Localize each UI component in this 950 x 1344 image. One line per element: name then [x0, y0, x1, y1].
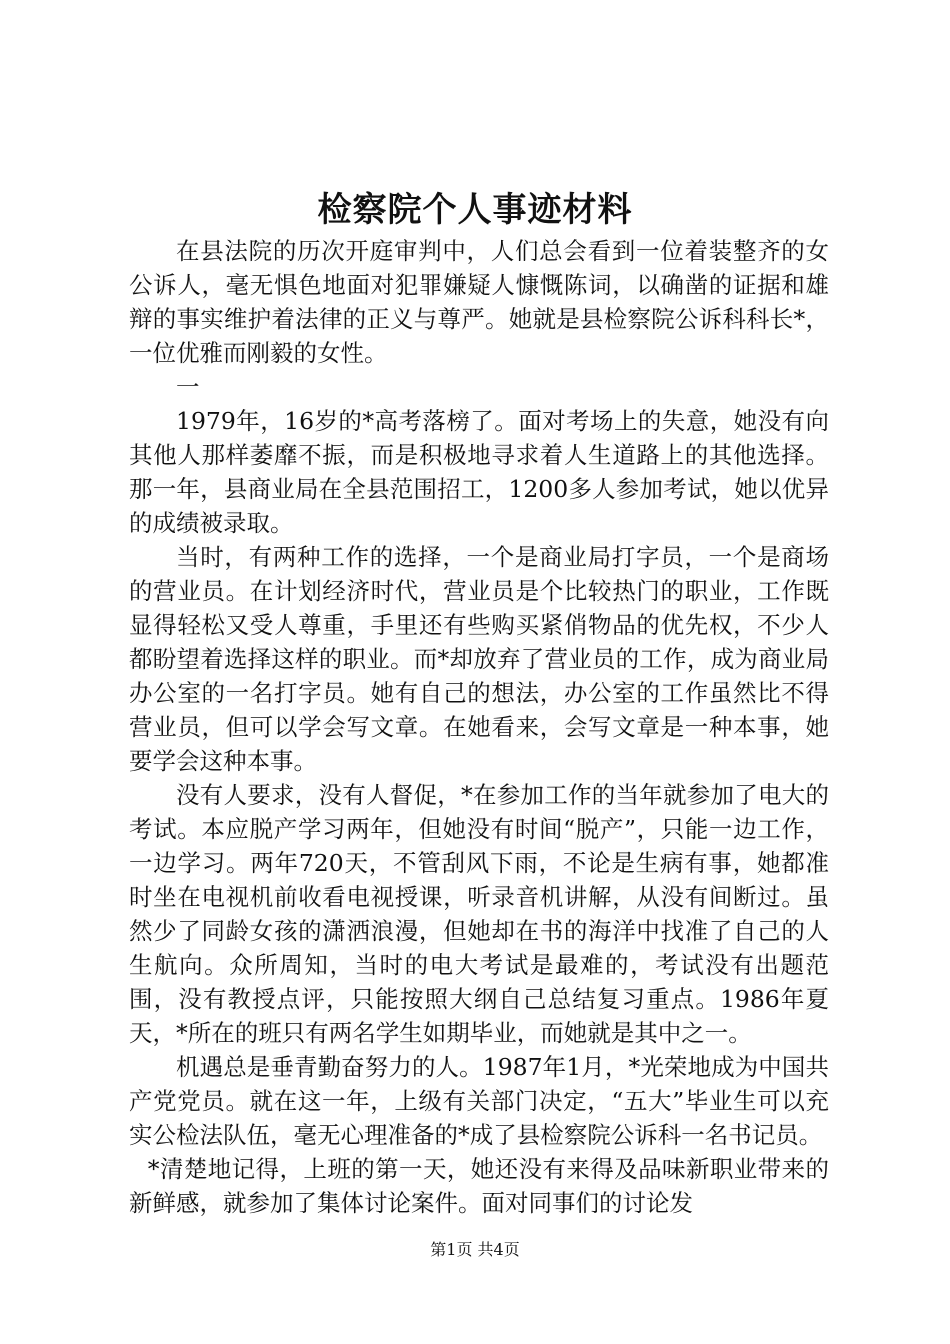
document-body	[129, 234, 829, 1220]
paragraph-job-choice: 当时，有两种工作的选择，一个是商业局打字员，一个是商场的营业员。在计划经济时代，营业员是个比较热门的职业，工作既显得轻松又受人尊重，手里还有些购买紧俏物品的优先权，不少人都盼望着选择这样的职业。而*却放弃了营业员的工作，成为商业局办公室的一名打字员。她有自己的想法，办公室的工作虽然比不得营业员，但可以学会写文章。在她看来，会写文章是一种本事，她要学会这种本事。	[129, 543, 829, 775]
page-footer: 第1页 共4页	[430, 1240, 520, 1259]
paragraph-tv-university: 没有人要求，没有人督促，*在参加工作的当年就参加了电大的考试。本应脱产学习两年，但她没有时间“脱产”，只能一边工作，一边学习。两年720天，不管刮风下雨，不论是生病有事，她都准时坐在电视机前收看电视授课，听录音机讲解，从没有间断过。虽然少了同龄女孩的潇洒浪漫，但她却在书的海洋中找准了自己的人生航向。众所周知，当时的电大考试是最难的，考试没有出题范围，没有教授点评，只能按照大纲自己总结复习重点。1986年夏天，*所在的班只有两名学生如期毕业，而她就是其中之一。	[129, 781, 829, 1047]
paragraph-first-day: *清楚地记得，上班的第一天，她还没有来得及品味新职业带来的新鲜感，就参加了集体讨论案件。面对同事们的讨论发	[129, 1155, 829, 1217]
paragraph-1979: 1979年，16岁的*高考落榜了。面对考场上的失意，她没有向其他人那样萎靡不振，而是积极地寻求着人生道路上的其他选择。那一年，县商业局在全县范围招工，1200多人参加考试，她以优异的成绩被录取。	[129, 407, 829, 537]
paragraph-1987: 机遇总是垂青勤奋努力的人。1987年1月，*光荣地成为中国共产党党员。就在这一年，上级有关部门决定，“五大”毕业生可以充实公检法队伍，毫无心理准备的*成了县检察院公诉科一名书记员。	[129, 1053, 829, 1149]
section-number: 一	[176, 373, 200, 401]
document-title: 检察院个人事迹材料	[317, 190, 633, 230]
paragraph-intro: 在县法院的历次开庭审判中，人们总会看到一位着装整齐的女公诉人，毫无惧色地面对犯罪嫌疑人慷慨陈词，以确凿的证据和雄辩的事实维护着法律的正义与尊严。她就是县检察院公诉科科长*，一位优雅而刚毅的女性。	[129, 237, 829, 367]
